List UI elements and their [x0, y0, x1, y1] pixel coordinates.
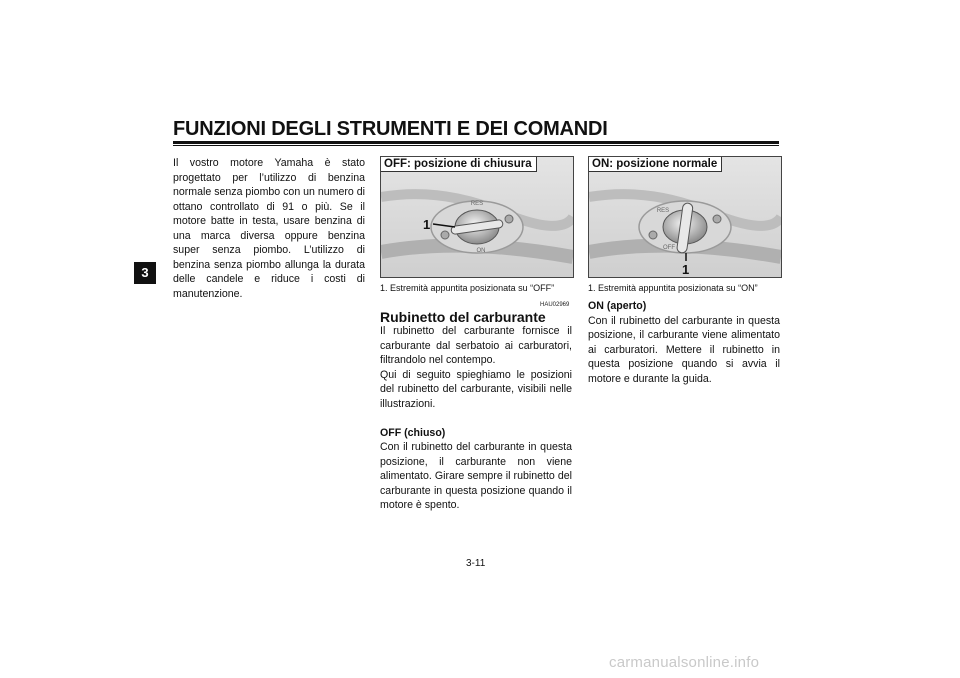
- ring-label-bottom: OFF: [663, 245, 675, 251]
- fuel-cock-off-illustration: [381, 157, 573, 277]
- page-number: 3-11: [466, 558, 486, 569]
- on-text: Con il rubinetto del carburante in questa posizione, il carburante viene alimentato ai carburatori. Mettere il rubinetto in questa posizione quando si avvia il motore e durante la guida.: [588, 314, 780, 385]
- figure-off-caption: 1. Estremità appuntita posizionata su “OFF”: [380, 283, 555, 293]
- section-code: HAU02969: [540, 302, 570, 308]
- off-title: OFF (chiuso): [380, 426, 446, 439]
- off-text: Con il rubinetto del carburante in questa posizione, il carburante non viene alimentato. Girare sempre il rubinetto del carburante in questa posizione quando il motore è spento.: [380, 441, 572, 511]
- fuel-cock-on-photo: [588, 156, 782, 278]
- fuel-cock-on-illustration: [589, 157, 781, 277]
- figure-on-label: ON: posizione normale: [589, 157, 722, 172]
- watermark: carmanualsonline.info: [609, 654, 760, 671]
- page-title: FUNZIONI DEGLI STRUMENTI E DEI COMANDI: [173, 118, 608, 140]
- section-heading: Rubinetto del carburante: [380, 309, 546, 325]
- header-rule-thin: [173, 145, 779, 146]
- ring-label-bottom: ON: [476, 248, 486, 254]
- section-paragraph-2: Qui di seguito spieghiamo le posizioni del rubinetto del carburante, visibili nelle illustrazioni.: [380, 368, 572, 410]
- ring-label-top: RES: [470, 201, 484, 207]
- fuel-cock-off-photo: [380, 156, 574, 278]
- on-title: ON (aperto): [588, 300, 647, 312]
- figure-on-caption: 1. Estremità appuntita posizionata su “ON”: [588, 283, 758, 293]
- section-paragraph-1: Il rubinetto del carburante fornisce il carburante dal serbatoio ai carburatori, filtrandolo nel contempo.: [380, 325, 572, 366]
- figure-on-callout: 1: [682, 262, 690, 277]
- chapter-tab: 3: [134, 262, 156, 284]
- figure-off-label: OFF: posizione di chiusura: [381, 157, 537, 172]
- section-body-column: [380, 324, 572, 513]
- on-column: [588, 299, 780, 386]
- ring-label-top: RES: [656, 208, 670, 214]
- figure-off-callout: 1: [423, 217, 431, 232]
- header-rule: [173, 141, 779, 144]
- intro-paragraph: Il vostro motore Yamaha è stato progettato per l’utilizzo di benzina normale senza piombo con un numero di ottano controllato di 91 o più. Se il motore batte in testa, usare benzina di una marca diversa oppure benzina super senza piombo. L’utilizzo di benzina senza piombo allunga la durata delle candele e riduce i costi di manutenzione.: [173, 157, 365, 300]
